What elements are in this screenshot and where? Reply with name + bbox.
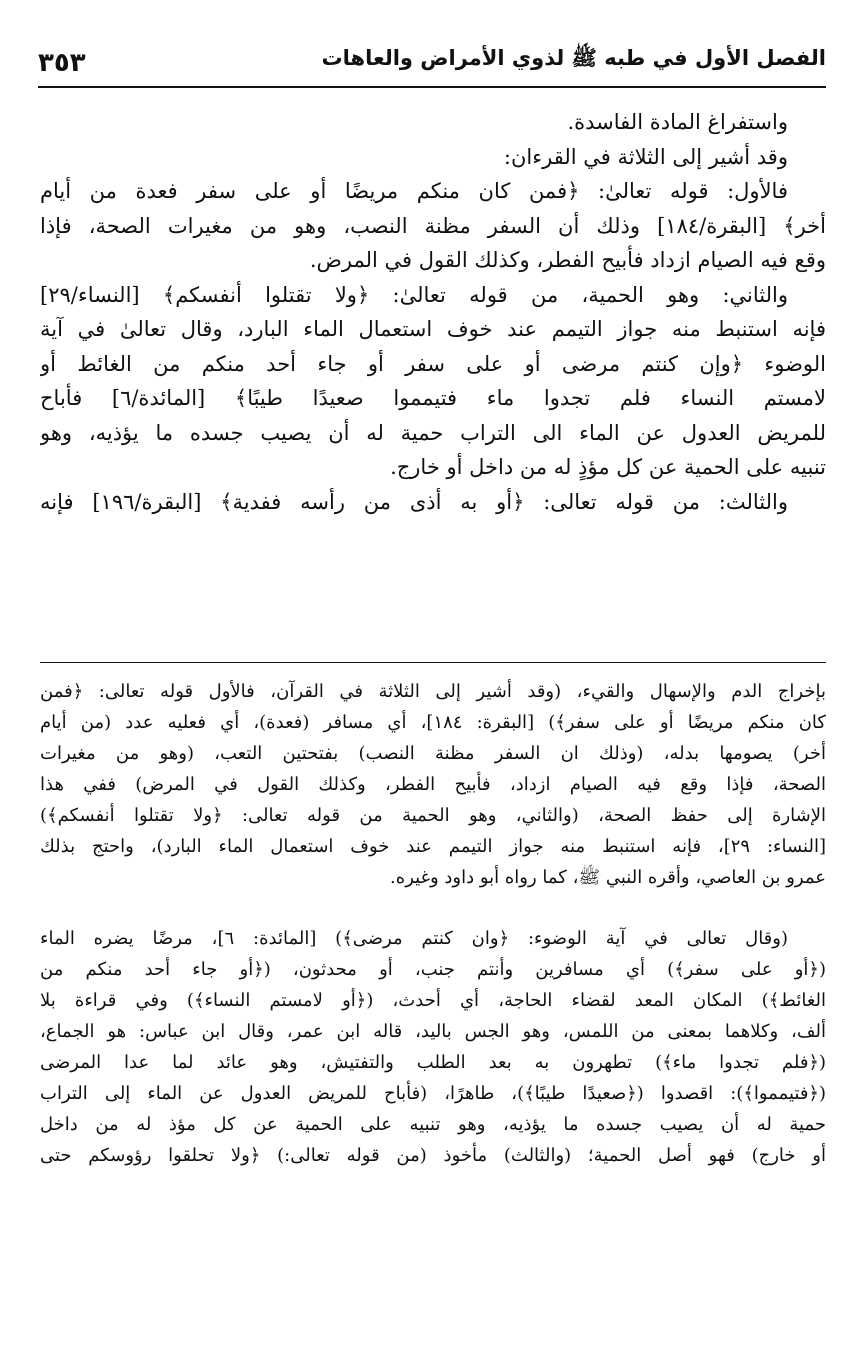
- commentary-line: (﴿فتيمموا﴾): اقصدوا (﴿صعيدًا طيبًا﴾)، طاهرًا، (فأباح للمريض العدول عن الماء إلى التراب: [40, 1083, 826, 1104]
- main-text-block: [40, 105, 826, 519]
- commentary-line: أخر) يصومها بدله، (وذلك ان السفر مظنة النصب) بفتحتين التعب، (وهو من مغيرات: [40, 743, 826, 764]
- main-line: والثالث: من قوله تعالى: ﴿أو به أذى من رأسه ففدية﴾ [البقرة/١٩٦] فإنه: [40, 489, 788, 514]
- commentary-line: ألف، وكلاهما بمعنى من اللمس، وهو الجس باليد، قاله ابن عمر، وقال ابن عباس: هو الجماع،: [40, 1021, 826, 1042]
- main-line: فإنه استنبط منه جواز التيمم عند خوف استعمال الماء البارد، وقال تعالىٰ في آية: [40, 317, 826, 341]
- commentary-line: حمية له أن يصيب جسده ما يؤذيه، وهو تنبيه على الحمية عن كل مؤذ له من داخل: [40, 1114, 826, 1135]
- main-line: وقد أشير إلى الثلاثة في القرءان:: [503, 144, 788, 169]
- main-line: وقع فيه الصيام ازداد فأبيح الفطر، وكذلك القول في المرض.: [309, 248, 826, 272]
- main-line: الوضوء ﴿وإن كنتم مرضى أو على سفر أو جاء أحد منكم من الغائط أو: [40, 351, 826, 376]
- commentary-line: كان منكم مريضًا أو على سفر﴾) [البقرة: ١٨٤]، أي مسافر (فعدة)، أي فعليه عدد (من أيام: [40, 712, 826, 733]
- commentary-line: (وقال تعالى في آية الوضوء: ﴿وان كنتم مرضى﴾) [المائدة: ٦]، مرضًا يضره الماء: [40, 928, 789, 949]
- commentary-block: [40, 676, 826, 1171]
- commentary-line: الغائط﴾) المكان المعد لقضاء الحاجة، أي أحدث، (﴿أو لامستم النساء﴾) وفي قراءة بلا: [40, 990, 826, 1011]
- commentary-line: الإشارة إلى حفظ الصحة، (والثاني، وهو الحمية من قوله تعالى: ﴿ولا تقتلوا أنفسكم﴾): [40, 805, 826, 826]
- commentary-line: (﴿أو على سفر﴾) أي مسافرين وأنتم جنب، أو محدثون، (﴿أو جاء أحد منكم من: [40, 959, 826, 980]
- main-line: للمريض العدول عن الماء الى التراب حمية له أن يصيب جسده ما يؤذيه، وهو: [40, 420, 826, 445]
- main-line: والثاني: وهو الحمية، من قوله تعالىٰ: ﴿ولا تقتلوا أنفسكم﴾ [النساء/٢٩]: [40, 282, 788, 307]
- commentary-line: بإخراج الدم والإسهال والقيء، (وقد أشير إلى الثلاثة في القرآن، فالأول قوله تعالى: ﴿فمن: [40, 681, 826, 702]
- section-divider: [40, 662, 826, 663]
- commentary-line: أو خارج) فهو أصل الحمية؛ (والثالث) مأخوذ (من قوله تعالى:) ﴿ولا تحلقوا رؤوسكم حتى: [40, 1145, 826, 1166]
- main-line: لامستم النساء فلم تجدوا ماء فتيمموا صعيدًا طيبًا﴾ [المائدة/٦] فأباح: [40, 386, 826, 410]
- running-header: [38, 42, 826, 88]
- main-line: واستفراغ المادة الفاسدة.: [567, 110, 788, 134]
- main-line: فالأول: قوله تعالىٰ: ﴿فمن كان منكم مريضًا أو على سفر فعدة من أيام: [40, 179, 788, 203]
- chapter-title: الفصل الأول في طبه ﷺ لذوي الأمراض والعاهات: [321, 46, 826, 70]
- commentary-line: [النساء: ٢٩]، فإنه استنبط منه جواز التيمم عند خوف استعمال الماء البارد)، واحتج بذلك: [40, 836, 826, 857]
- paragraph-gap: [40, 893, 826, 923]
- main-line: تنبيه على الحمية عن كل مؤذٍ له من داخل أو خارج.: [390, 455, 826, 479]
- commentary-line: الصحة، فإذا وقع فيه الصيام ازداد، فأبيح الفطر، وكذلك القول في المرض) ففي هذا: [40, 774, 826, 795]
- page-number: ٣٥٣: [38, 48, 86, 78]
- commentary-line: (﴿فلم تجدوا ماء﴾) تطهرون به بعد الطلب والتفتيش، وهو عائد لما عدا المرضى: [40, 1052, 826, 1073]
- main-line: أخر﴾ [البقرة/١٨٤] وذلك أن السفر مظنة النصب، وهو من مغيرات الصحة، فإذا: [40, 213, 826, 238]
- commentary-line: عمرو بن العاصي، وأقره النبي ﷺ، كما رواه أبو داود وغيره.: [390, 867, 826, 888]
